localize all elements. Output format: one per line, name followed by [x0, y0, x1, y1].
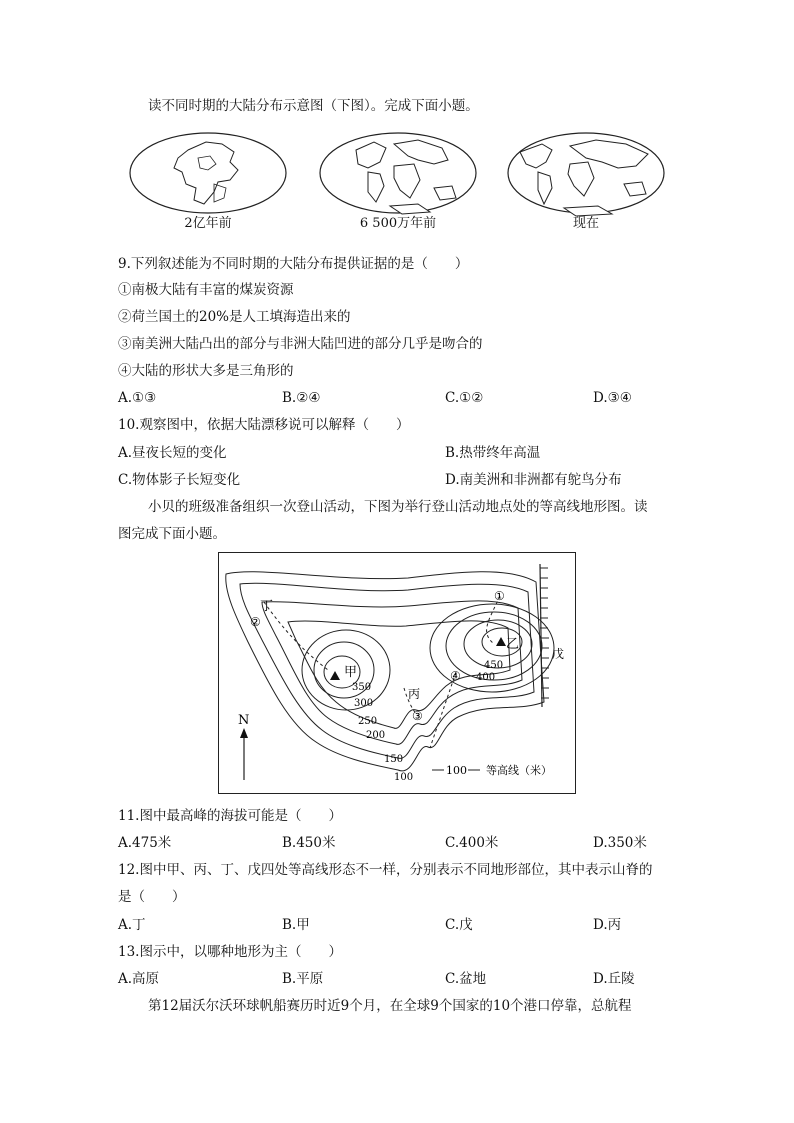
contour-map-figure: [218, 552, 576, 794]
label-300: 300: [354, 698, 374, 709]
label-circle-3: ③: [412, 709, 423, 723]
intro-volvo-race: 第12届沃尔沃环球帆船赛历时近9个月，在全球9个国家的10个港口停靠，总航程: [148, 998, 632, 1014]
q9-option-b[interactable]: B.②④: [282, 390, 321, 406]
label-450: 450: [484, 660, 504, 671]
q12-option-c[interactable]: C.戊: [445, 917, 473, 933]
label-350: 350: [352, 682, 372, 693]
q13-option-c[interactable]: C.盆地: [445, 971, 487, 987]
q12-stem-line2: 是（ ）: [118, 889, 186, 905]
q12-stem-line1: 12.图中甲、丙、丁、戊四处等高线形态不一样，分别表示不同地形部位，其中表示山脊的: [118, 862, 653, 878]
intro-hiking-line2: 图完成下面小题。: [118, 526, 226, 542]
q9-statement-3: ③南美洲大陆凸出的部分与非洲大陆凹进的部分几乎是吻合的: [118, 336, 483, 352]
q10-option-a[interactable]: A.昼夜长短的变化: [118, 445, 227, 461]
label-250: 250: [358, 716, 378, 727]
legend-text: 等高线（米）: [486, 764, 552, 777]
label-200: 200: [366, 730, 386, 741]
label-100: 100: [394, 772, 414, 783]
q9-option-c[interactable]: C.①②: [445, 390, 484, 406]
map-65-million-years: [320, 133, 476, 214]
q9-option-a[interactable]: A.①③: [118, 390, 157, 406]
q11-option-c[interactable]: C.400米: [445, 835, 499, 851]
label-circle-1: ①: [494, 589, 505, 603]
map-present-day: [508, 133, 664, 216]
label-150: 150: [384, 754, 404, 765]
label-circle-4: ④: [450, 669, 461, 683]
q13-option-d[interactable]: D.丘陵: [593, 971, 635, 987]
map-200-million-years: [130, 133, 286, 213]
label-yi: 乙: [506, 637, 520, 652]
q12-option-d[interactable]: D.丙: [593, 917, 622, 933]
map-caption-now: 现在: [572, 216, 599, 231]
q13-option-a[interactable]: A.高原: [118, 971, 160, 987]
map-caption-65: 6 500万年前: [359, 216, 437, 231]
legend-value: 100: [446, 764, 467, 777]
contour-map: [218, 552, 576, 794]
q9-statement-2: ②荷兰国土的20%是人工填海造出来的: [118, 309, 351, 325]
q13-option-b[interactable]: B.平原: [282, 971, 324, 987]
q12-option-b[interactable]: B.甲: [282, 917, 310, 933]
q12-option-a[interactable]: A.丁: [118, 917, 146, 933]
q10-option-d[interactable]: D.南美洲和非洲都有鸵鸟分布: [445, 472, 622, 488]
map-caption-200: 2亿年前: [184, 216, 232, 231]
q10-stem: 10.观察图中，依据大陆漂移说可以解释（ ）: [118, 417, 410, 433]
label-circle-2: ②: [250, 615, 261, 629]
label-ding: 丁: [260, 599, 274, 614]
q9-statement-4: ④大陆的形状大多是三角形的: [118, 363, 294, 379]
q11-option-a[interactable]: A.475米: [118, 835, 172, 851]
q10-option-b[interactable]: B.热带终年高温: [445, 445, 541, 461]
q13-stem: 13.图示中，以哪种地形为主（ ）: [118, 944, 342, 960]
q9-option-d[interactable]: D.③④: [593, 390, 632, 406]
north-label: N: [238, 713, 250, 728]
label-bing: 丙: [408, 687, 421, 701]
label-400: 400: [476, 672, 496, 683]
q11-option-d[interactable]: D.350米: [593, 835, 647, 851]
q11-option-b[interactable]: B.450米: [282, 835, 336, 851]
intro-hiking-line1: 小贝的班级准备组织一次登山活动，下图为举行登山活动地点处的等高线地形图。读: [148, 499, 648, 515]
label-wu: 戊: [552, 647, 565, 661]
q10-option-c[interactable]: C.物体影子长短变化: [118, 472, 241, 488]
q9-statement-1: ①南极大陆有丰富的煤炭资源: [118, 282, 294, 298]
label-jia: 甲: [344, 665, 358, 680]
q11-stem: 11.图中最高峰的海拔可能是（ ）: [118, 808, 342, 824]
q9-stem: 9.下列叙述能为不同时期的大陆分布提供证据的是（ ）: [118, 256, 469, 272]
continent-maps-figure: [118, 128, 678, 238]
intro-continents: 读不同时期的大陆分布示意图（下图）。完成下面小题。: [148, 98, 479, 114]
